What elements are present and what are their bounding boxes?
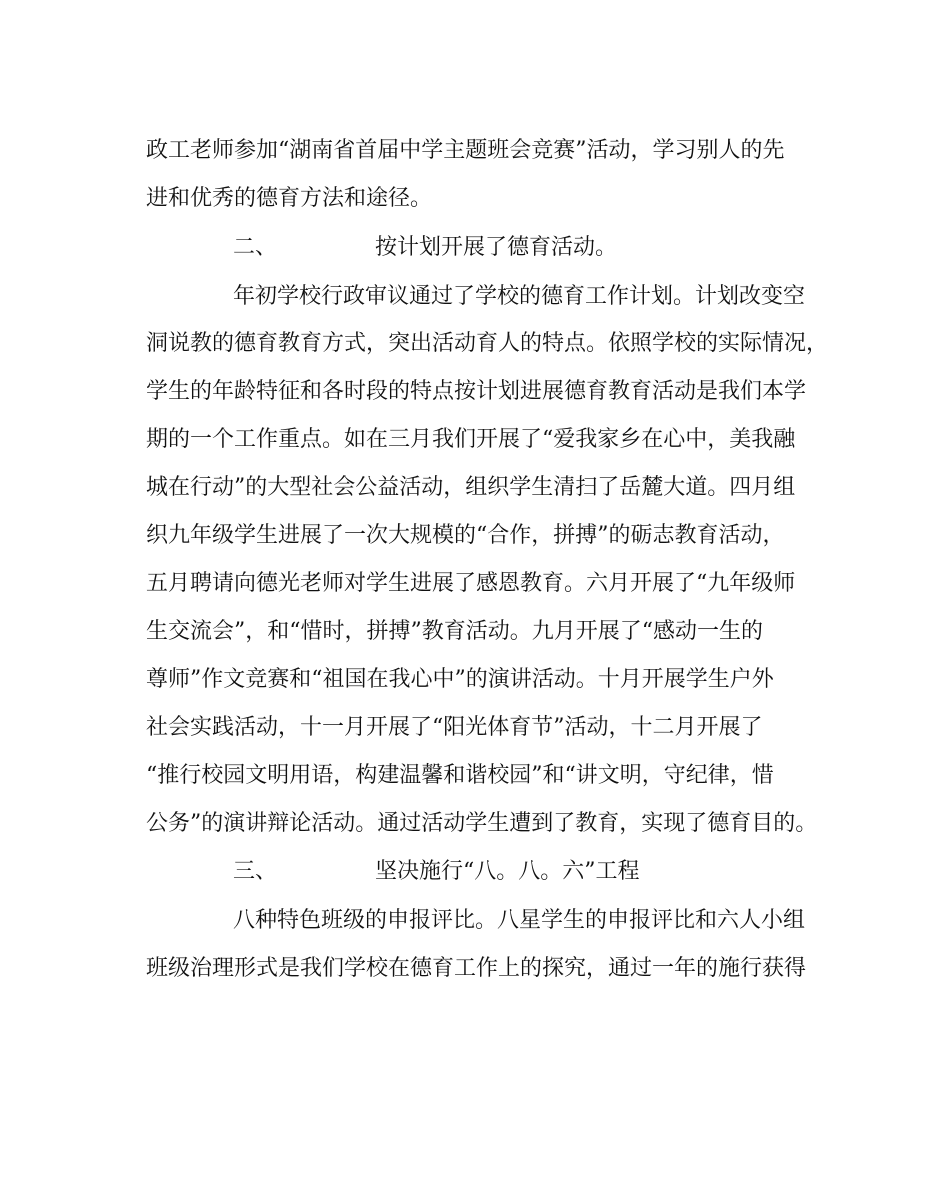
body-text-line: 织九年级学生进展了一次大规模的“合作，拼搏”的砺志教育活动， bbox=[146, 523, 785, 548]
section-title: 按计划开展了德育活动。 bbox=[375, 235, 618, 260]
body-text-line: 社会实践活动，十一月开展了“阳光体育节”活动，十二月开展了 bbox=[146, 715, 763, 740]
body-text-line: 洞说教的德育教育方式，突出活动育人的特点。依照学校的实际情况， bbox=[146, 331, 829, 356]
body-text-line: 公务”的演讲辩论活动。通过活动学生遭到了教育，实现了德育目的。 bbox=[146, 811, 818, 836]
body-text-line: 尊师”作文竞赛和“祖国在我心中”的演讲活动。十月开展学生户外 bbox=[146, 667, 774, 692]
paragraph-first-line: 八种特色班级的申报评比。八星学生的申报评比和六人小组 bbox=[233, 908, 806, 933]
body-text-line: 进和优秀的德育方法和途径。 bbox=[146, 186, 433, 211]
body-text-line: 期的一个工作重点。如在三月我们开展了“爱我家乡在心中，美我融 bbox=[146, 427, 796, 452]
body-text-line: 五月聘请向德光老师对学生进展了感恩教育。六月开展了“九年级师 bbox=[146, 571, 796, 596]
body-text-line: 班级治理形式是我们学校在德育工作上的探究，通过一年的施行获得 bbox=[146, 956, 807, 981]
body-text-line: “推行校园文明用语，构建温馨和谐校园”和“讲文明，守纪律，惜 bbox=[146, 763, 774, 788]
body-text-line: 城在行动”的大型社会公益活动，组织学生清扫了岳麓大道。四月组 bbox=[146, 475, 796, 500]
section-number: 三、 bbox=[233, 859, 278, 884]
section-number: 二、 bbox=[233, 235, 278, 260]
body-text-line: 学生的年龄特征和各时段的特点按计划进展德育教育活动是我们本学 bbox=[146, 379, 807, 404]
body-text-line: 生交流会”，和“惜时，拼搏”教育活动。九月开展了“感动一生的 bbox=[146, 619, 763, 644]
body-text-line: 政工老师参加“湖南省首届中学主题班会竞赛”活动，学习别人的先 bbox=[146, 138, 785, 163]
section-title: 坚决施行“八。八。六”工程 bbox=[375, 859, 640, 884]
paragraph-first-line: 年初学校行政审议通过了学校的德育工作计划。计划改变空 bbox=[233, 284, 806, 309]
